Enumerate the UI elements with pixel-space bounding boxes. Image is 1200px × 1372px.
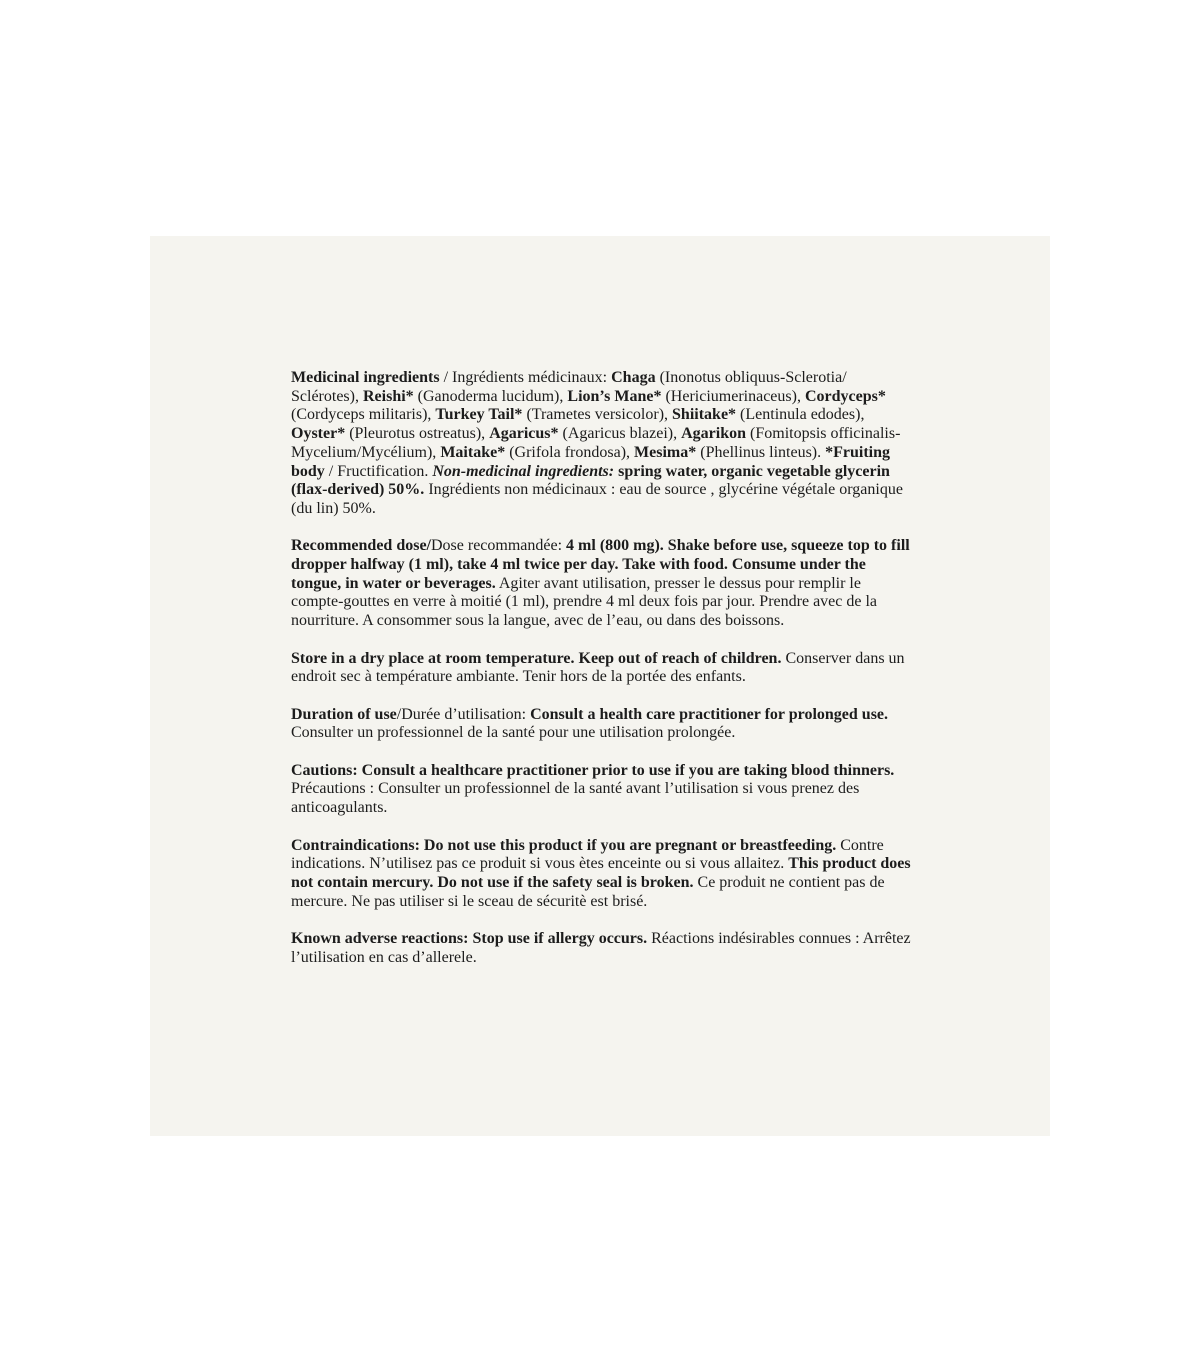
recommended-dose-paragraph [291, 537, 916, 631]
text-run: Contre indications. N’utilisez pas ce produit si vous ètes enceinte ou si vous allaitez. [291, 836, 884, 873]
text-run: (Pleurotus ostreatus), [345, 425, 490, 443]
text-run: (Agaricus blazei), [558, 425, 682, 443]
emphasized-text-run: Medicinal ingredients [291, 369, 440, 386]
emphasized-text-run: Cautions: Consult a healthcare practitioner prior to use if you are taking blood thinners. [291, 761, 895, 779]
text-run: (Grifola frondosa), [505, 443, 635, 461]
text-run: (Lentinula edodes), [736, 406, 865, 424]
emphasized-text-run: spring water, organic vegetable glycerin (flax-derived) 50%. [291, 462, 890, 499]
text-run: /Durée d’utilisation: [396, 705, 531, 723]
emphasized-text-run: 4 ml (800 mg). Shake before use, squeeze top to fill dropper halfway (1 ml), take 4 ml twice per day. Take with food. Consume under the tongue, in water or beverages. [291, 537, 910, 592]
text-run: / Fructification. [324, 462, 433, 480]
text-run: Précautions : Consulter un professionnel de la santé avant l’utilisation si vous prenez des anticoagulants. [291, 780, 860, 817]
text-run: Ce produit ne contient pas de mercure. Ne pas utiliser si le sceau de sécuritè est brisé. [291, 873, 885, 910]
emphasized-text-run: Chaga [611, 369, 656, 386]
emphasized-text-run: Recommended dose/ [291, 537, 431, 555]
text-run: (Inonotus obliquus-Sclerotia/ Sclérotes), [291, 369, 847, 405]
text-run: Dose recommandée: [430, 537, 567, 555]
text-run: (Ganoderma lucidum), [413, 387, 568, 405]
storage-paragraph [291, 650, 916, 687]
text-run: Réactions indésirables connues : Arrêtez l’utilisation en cas d’allerele. [291, 930, 911, 966]
emphasized-text-run: Oyster* [291, 425, 346, 443]
emphasized-text-run: Turkey Tail* [435, 406, 523, 424]
emphasized-text-run: Consult a health care practitioner for prolonged use. [530, 705, 889, 723]
emphasized-text-run: Mesima* [634, 443, 697, 461]
emphasized-text-run: Duration of use [291, 705, 397, 723]
emphasized-text-run: Agaricus* [489, 425, 559, 443]
emphasized-text-run: Maitake* [440, 443, 506, 461]
ingredients-paragraph [291, 369, 916, 519]
emphasized-text-run: Reishi* [362, 387, 414, 405]
emphasized-text-run: Store in a dry place at room temperature. Keep out of reach of children. [291, 649, 782, 667]
text-run: Consulter un professionnel de la santé pour une utilisation prolongée. [291, 724, 736, 742]
text-run: (Trametes versicolor), [522, 406, 673, 424]
emphasized-text-run: Agarikon [681, 425, 747, 443]
label-text-block [291, 369, 916, 967]
text-run: (Cordyceps militaris), [291, 406, 436, 424]
adverse-reactions-paragraph [291, 930, 916, 967]
emphasized-text-run: Lion’s Mane* [567, 387, 662, 405]
emphasized-text-run: *Fruiting body [291, 443, 891, 480]
cautions-paragraph [291, 762, 916, 818]
text-run: (Phellinus linteus). [696, 443, 826, 461]
text-run: Ingrédients non médicinaux : eau de source , glycérine végétale organique (du lin) 50%. [291, 481, 903, 517]
emphasized-text-run: Cordyceps* [804, 387, 886, 405]
duration-of-use-paragraph [291, 706, 916, 743]
emphasized-text-run: Shiitake* [672, 406, 737, 424]
label-panel [150, 236, 1050, 1136]
text-run: / Ingrédients médicinaux: [439, 369, 612, 386]
emphasized-text-run: This product does not contain mercury. Do not use if the safety seal is broken. [291, 855, 911, 891]
text-run: (Hericiumerinaceus), [661, 387, 805, 405]
emphasized-text-run: Known adverse reactions: Stop use if allergy occurs. [291, 930, 648, 947]
contraindications-paragraph [291, 837, 916, 912]
text-run: Conserver dans un endroit sec à température ambiante. Tenir hors de la portée des enfants. [291, 649, 905, 686]
text-run: (Fomitopsis officinalis-Mycelium/Mycélium), [291, 425, 901, 461]
emphasized-text-run: Non-medicinal ingredients: [432, 462, 615, 480]
text-run: Agiter avant utilisation, presser le dessus pour remplir le compte-gouttes en verre à moitié (1 ml), prendre 4 ml deux fois par jour. Prendre avec de la nourriture. A consommer sous la langue, avec de l’eau, ou dans des boissons. [291, 574, 878, 630]
emphasized-text-run: Contraindications: Do not use this product if you are pregnant or breastfeeding. [291, 836, 837, 854]
